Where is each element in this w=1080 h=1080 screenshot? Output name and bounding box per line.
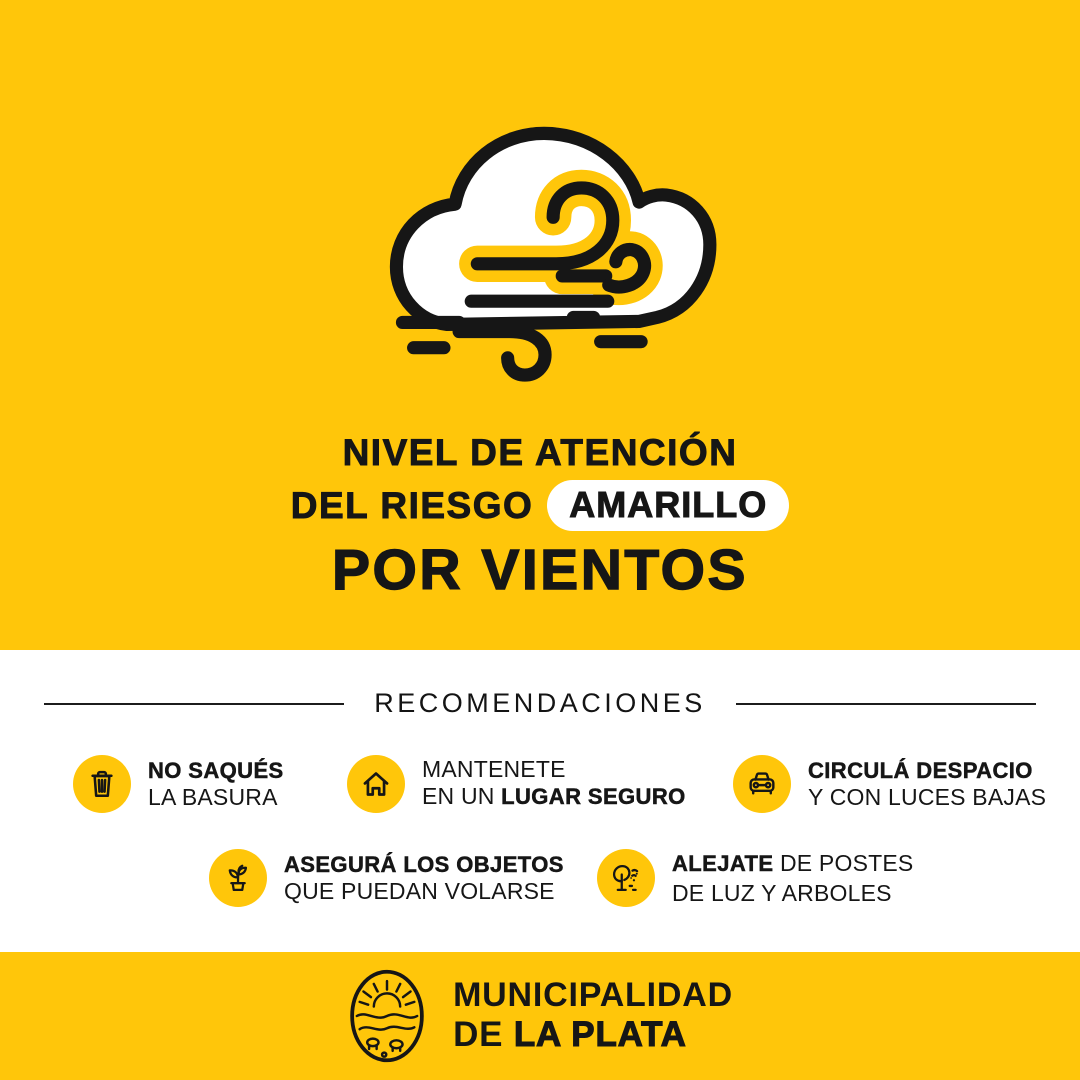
rec-line-bold: ALEJATE (672, 850, 774, 876)
recommendation-text (148, 757, 284, 811)
rec-line-light: EN UN (422, 782, 502, 809)
plant-icon (209, 849, 267, 907)
tree-icon (597, 849, 655, 907)
title-line2-prefix: DEL RIESGO (290, 485, 534, 526)
recommendations-heading-label: RECOMENDACIONES (374, 688, 706, 718)
wind-cloud-icon (358, 66, 722, 406)
recommendation-text (672, 850, 913, 907)
house-icon (347, 755, 405, 813)
recommendation-text (422, 756, 686, 813)
rec-line-bold: ASEGURÁ LOS OBJETOS (284, 852, 564, 877)
org-name-line2-prefix: DE (453, 1015, 514, 1055)
heading-rule-left (44, 703, 344, 705)
recommendation-asegura-objetos (209, 849, 564, 907)
rec-line-light: DE LUZ Y ARBOLES (672, 879, 892, 906)
recommendation-alejate-postes (597, 849, 913, 907)
rec-line-bold: NO SAQUÉS (148, 758, 284, 783)
rec-line-light: LA BASURA (148, 784, 278, 810)
rec-line-light: MANTENETE (422, 755, 566, 782)
risk-level-badge: AMARILLO (547, 480, 789, 531)
recommendation-text (284, 851, 564, 905)
rec-line-light: QUE PUEDAN VOLARSE (284, 878, 555, 904)
rec-line-bold: CIRCULÁ DESPACIO (808, 758, 1033, 783)
recommendation-lugar-seguro (347, 755, 686, 813)
recommendation-no-sacar-basura (73, 755, 284, 813)
rec-line-bold: LUGAR SEGURO (501, 783, 686, 809)
rec-line-light: Y CON LUCES BAJAS (808, 784, 1047, 810)
org-name-line1: MUNICIPALIDAD (453, 976, 733, 1015)
recommendation-text (808, 757, 1046, 811)
trash-icon (73, 755, 131, 813)
footer (0, 952, 1080, 1080)
title-line3: POR VIENTOS (331, 538, 749, 602)
heading-rule-right (736, 703, 1036, 705)
recommendations-heading (44, 688, 1036, 719)
rec-line-light: DE POSTES (773, 849, 914, 876)
car-icon (733, 755, 791, 813)
org-name (453, 976, 733, 1055)
recommendation-circula-despacio (733, 755, 1046, 813)
title-line1: NIVEL DE ATENCIÓN (342, 432, 738, 473)
la-plata-seal-logo (347, 967, 427, 1065)
alert-title (0, 432, 1080, 602)
org-name-line2-emphasis: LA PLATA (513, 1015, 687, 1055)
